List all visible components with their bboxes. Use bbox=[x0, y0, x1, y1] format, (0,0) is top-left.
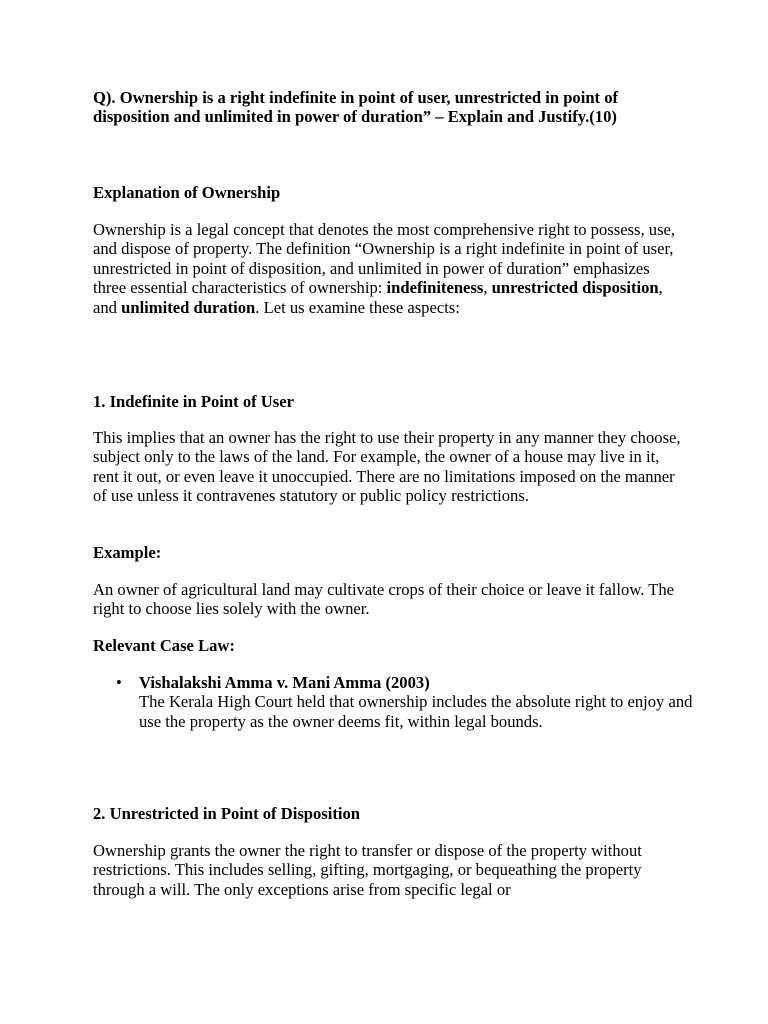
intro-separator: , and bbox=[93, 278, 663, 317]
intro-paragraph bbox=[93, 220, 683, 317]
term-unlimited-duration: unlimited duration bbox=[121, 297, 256, 317]
case-title: Vishalakshi Amma v. Mani Amma (2003) bbox=[139, 673, 430, 692]
question-heading: Q). Ownership is a right indefinite in point of user, unrestricted in point of disposition and unlimited in power of duration” – Explain and Justify.(10) bbox=[93, 88, 619, 127]
section-1-heading: 1. Indefinite in Point of User bbox=[93, 392, 294, 411]
example-paragraph: An owner of agricultural land may cultivate crops of their choice or leave it fallow. The right to choose lies solely with the owner. bbox=[93, 580, 675, 619]
example-heading: Example: bbox=[93, 543, 162, 562]
case-description: The Kerala High Court held that ownership includes the absolute right to enjoy and use the property as the owner deems fit, within legal bounds. bbox=[139, 692, 693, 731]
intro-closing-text: . Let us examine these aspects: bbox=[255, 297, 460, 317]
term-indefiniteness: indefiniteness bbox=[386, 278, 484, 298]
case-law-item bbox=[139, 673, 699, 731]
term-unrestricted-disposition: unrestricted disposition bbox=[491, 278, 659, 298]
intro-text: Ownership is a legal concept that denotes the most comprehensive right to possess, use, and dispose of property. The definition “Ownership is a right indefinite in point of user, unrestricted in point of disposition, and unlimited in power of duration” emphasizes three essential characteristics of ownership: bbox=[93, 220, 676, 298]
explanation-heading: Explanation of Ownership bbox=[93, 183, 281, 202]
case-law-heading: Relevant Case Law: bbox=[93, 636, 235, 655]
intro-separator: , bbox=[483, 278, 492, 298]
section-2-heading: 2. Unrestricted in Point of Disposition bbox=[93, 804, 361, 823]
section-2-paragraph: Ownership grants the owner the right to transfer or dispose of the property without restrictions. This includes selling, gifting, mortgaging, or bequeathing the property through a will. The only exceptions arise from specific legal or bbox=[93, 841, 642, 899]
section-1-paragraph: This implies that an owner has the right to use their property in any manner they choose, subject only to the laws of the land. For example, the owner of a house may live in it, rent it out, or even leave it unoccupied. There are no limitations imposed on the manner of use unless it contravenes statutory or public policy restrictions. bbox=[93, 428, 681, 506]
bullet-icon: • bbox=[116, 673, 122, 692]
